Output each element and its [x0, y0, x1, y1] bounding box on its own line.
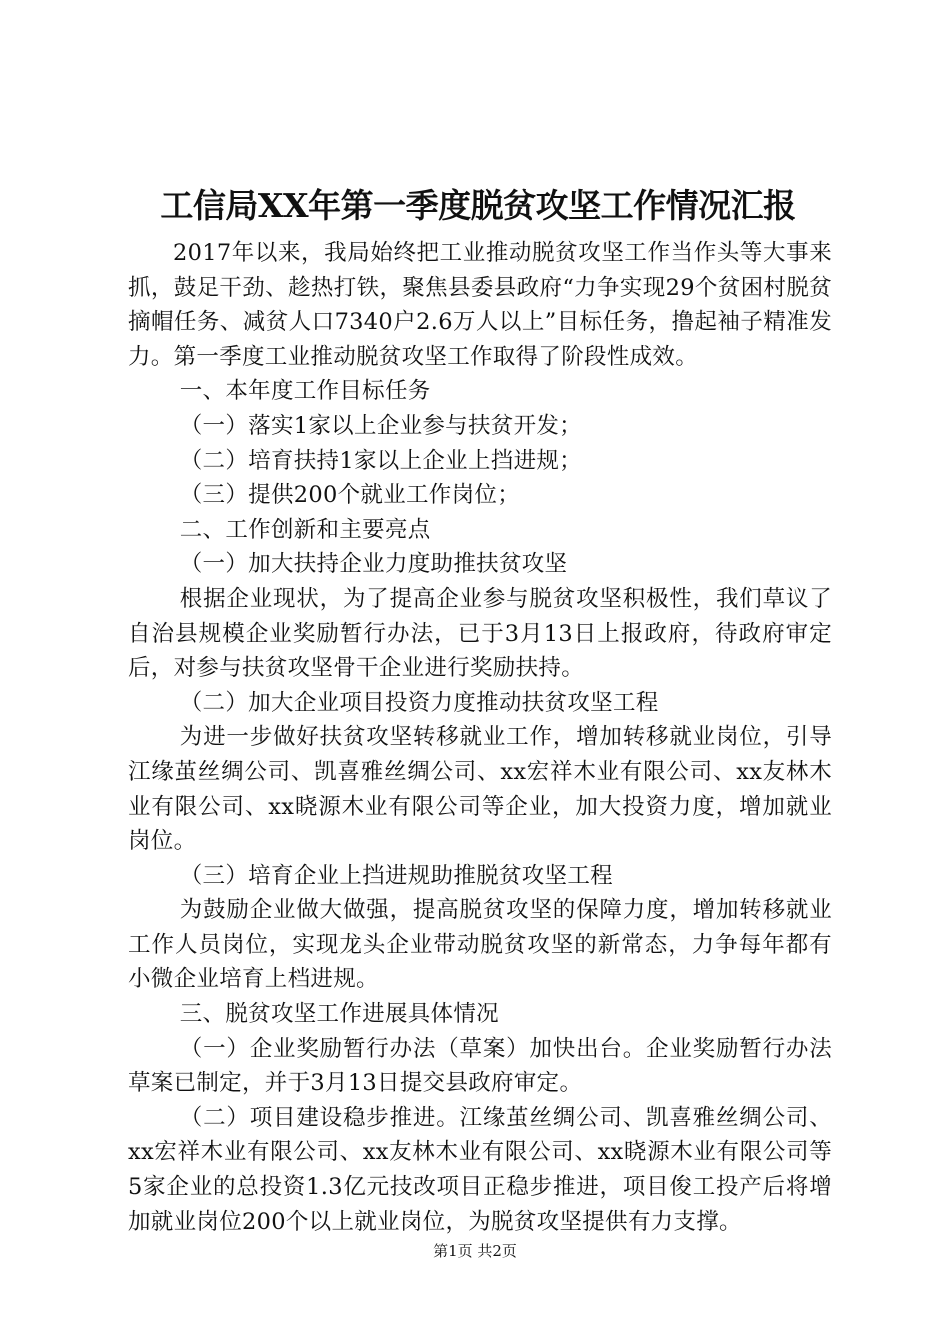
- list-item: （三）提供200个就业工作岗位；: [179, 482, 520, 509]
- body-paragraph: （一）企业奖励暂行办法（草案）加快出台。企业奖励暂行办法草案已制定，并于3月13日提交县政府审定。: [128, 1035, 832, 1097]
- body-paragraph: 为鼓励企业做大做强，提高脱贫攻坚的保障力度，增加转移就业工作人员岗位，实现龙头企业带动脱贫攻坚的新常态，力争每年都有小微企业培育上档进规。: [128, 897, 832, 993]
- subsection-heading: （一）加大扶持企业力度助推扶贫攻坚: [179, 551, 568, 578]
- list-item: （二）培育扶持1家以上企业上挡进规；: [179, 447, 582, 474]
- document-body: [128, 236, 832, 1239]
- subsection-heading: （二）加大企业项目投资力度推动扶贫攻坚工程: [179, 689, 659, 716]
- intro-paragraph: 2017年以来，我局始终把工业推动脱贫攻坚工作当作头等大事来抓，鼓足干劲、趁热打铁，聚焦县委县政府“力争实现29个贫困村脱贫摘帽任务、减贫人口7340户2.6万人以上”目标任务，撸起袖子精准发力。第一季度工业推动脱贫攻坚工作取得了阶段性成效。: [128, 240, 832, 370]
- subsection-heading: （三）培育企业上挡进规助推脱贫攻坚工程: [179, 862, 613, 889]
- body-paragraph: （二）项目建设稳步推进。江缘茧丝绸公司、凯喜雅丝绸公司、xx宏祥木业有限公司、xx友林木业有限公司、xx晓源木业有限公司等5家企业的总投资1.3亿元技改项目正稳步推进，项目俊工投产后将增加就业岗位200个以上就业岗位，为脱贫攻坚提供有力支撑。: [128, 1104, 832, 1235]
- section-heading-2: 二、工作创新和主要亮点: [179, 516, 431, 543]
- section-heading-3: 三、脱贫攻坚工作进展具体情况: [179, 1001, 499, 1028]
- page-number: 第1页 共2页: [433, 1242, 517, 1260]
- document-title: 工信局XX年第一季度脱贫攻坚工作情况汇报: [160, 186, 796, 225]
- section-heading-1: 一、本年度工作目标任务: [179, 378, 431, 405]
- list-item: （一）落实1家以上企业参与扶贫开发；: [179, 412, 582, 439]
- body-paragraph: 根据企业现状，为了提高企业参与脱贫攻坚积极性，我们草议了自治县规模企业奖励暂行办法，已于3月13日上报政府，待政府审定后，对参与扶贫攻坚骨干企业进行奖励扶持。: [128, 585, 832, 682]
- body-paragraph: 为进一步做好扶贫攻坚转移就业工作，增加转移就业岗位，引导江缘茧丝绸公司、凯喜雅丝绸公司、xx宏祥木业有限公司、xx友林木业有限公司、xx晓源木业有限公司等企业，加大投资力度，增加就业岗位。: [128, 724, 832, 855]
